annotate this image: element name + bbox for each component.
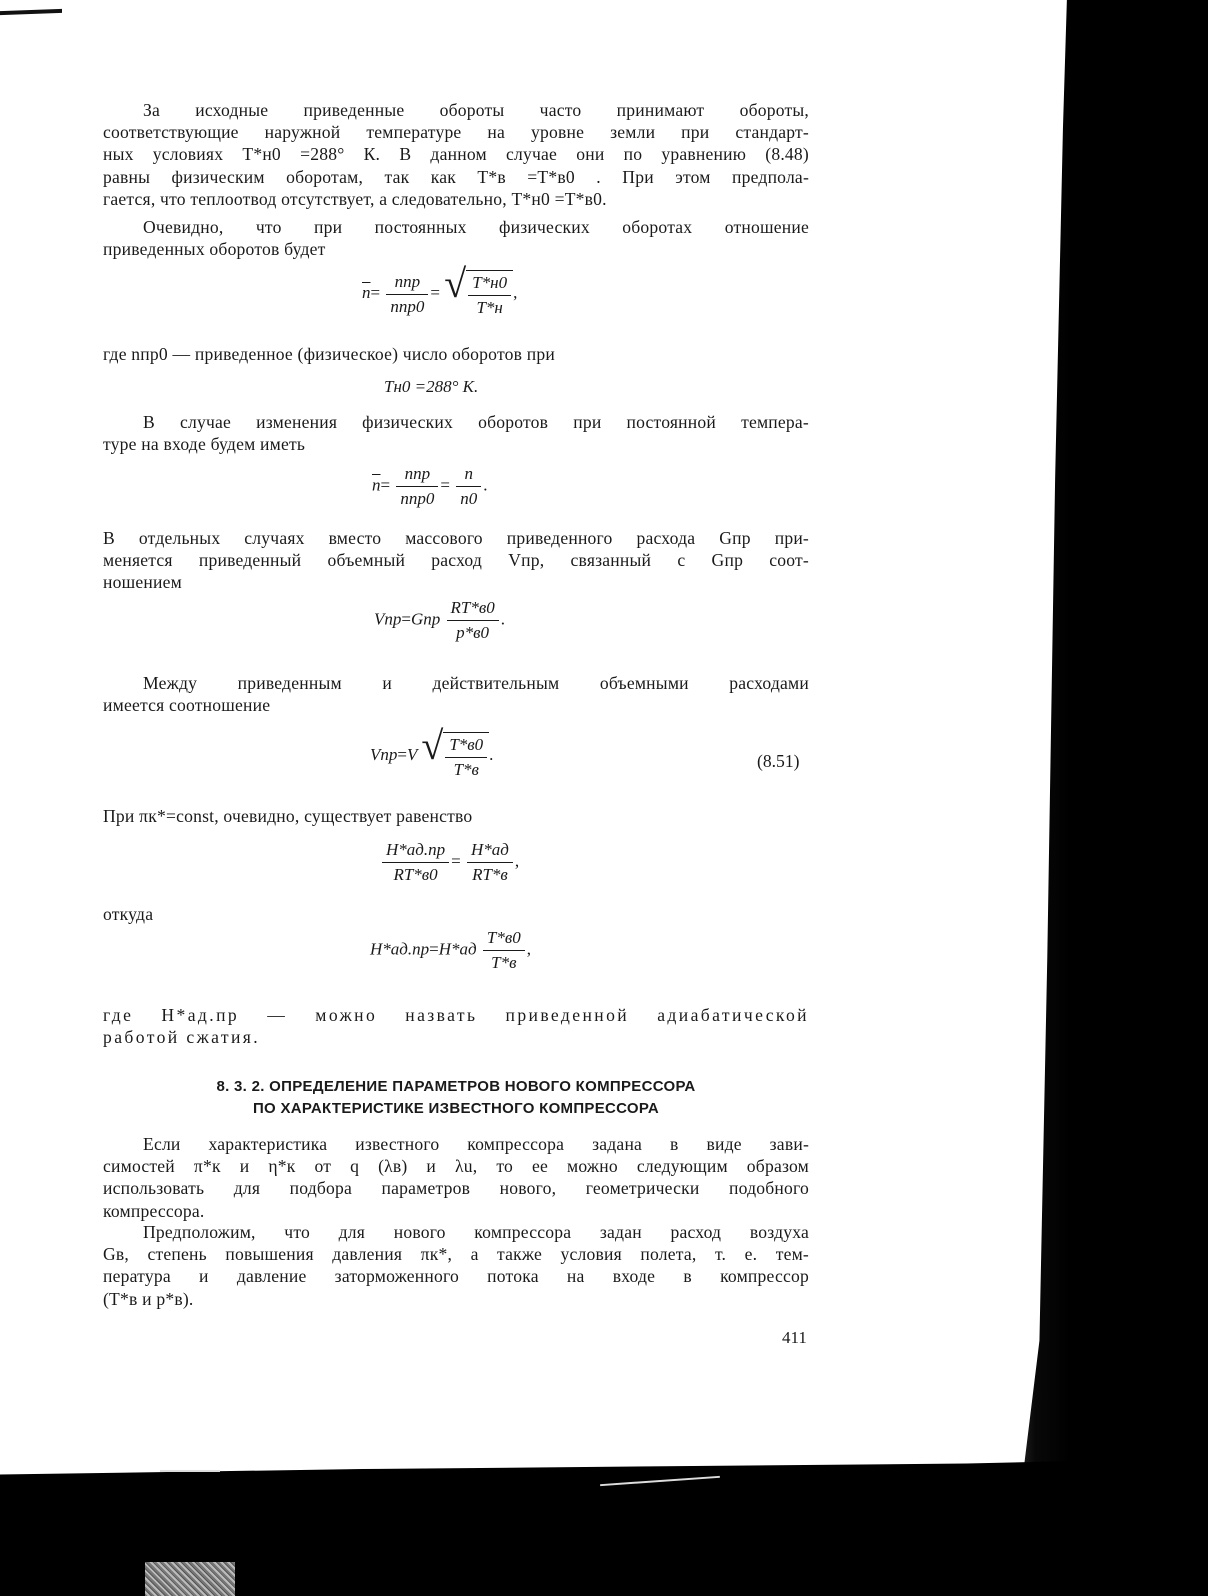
paragraph-4 (103, 411, 809, 455)
fraction-denominator: nпр0 (400, 489, 435, 508)
fraction-denominator: RT*в0 (393, 865, 438, 884)
text-line: В отдельных случаях вместо массового приведенного расхода Gпр при- (103, 528, 809, 548)
page-number: 411 (782, 1328, 807, 1347)
formula-v-pr: Vпр=Gпр $\frac{RT*в0}{p*в0}$ . (374, 598, 505, 642)
paragraph-11 (103, 1221, 809, 1310)
text-line: симостей π*к и η*к от q (λв) и λu, то ее можно следующим образом (103, 1156, 809, 1177)
formula-tn0 (384, 377, 478, 397)
scan-noise-patch (145, 1562, 235, 1596)
formula-tail: . (483, 475, 488, 495)
fraction-numerator: nпр (386, 272, 428, 295)
text-line: где H*ад.пр — можно назвать приведенной адиабатической (103, 1005, 809, 1025)
text-line: меняется приведенный объемный расход Vпр, связанный с Gпр соот- (103, 550, 809, 571)
fraction (467, 840, 513, 885)
text-line: Предположим, что для нового компрессора задан расход воздуха (143, 1222, 809, 1242)
paragraph-8 (103, 903, 809, 925)
paragraph-5 (103, 527, 809, 594)
paragraph-7 (103, 805, 809, 827)
fraction-denominator: p*в0 (456, 623, 490, 642)
fraction-numerator: T*в0 (445, 735, 487, 758)
formula-tail: , (514, 851, 520, 871)
text-line: При πк*=const, очевидно, существует равенство (103, 806, 473, 826)
text-line: ных условиях T*н0 =288° К. В данном случае они по уравнению (8.48) (103, 144, 809, 165)
formula-n-ratio: $\overline{n}=$ $\frac{\text{nпр}}{\text{nпр0}}$ = $\frac{n}{n0}$ . (372, 464, 488, 508)
formula-mid: Gпр (410, 609, 441, 629)
formula-lhs: $\overline{n}$ (362, 282, 371, 302)
text-line: равны физическим оборотам, так как T*в =T*в0 . При этом предпола- (103, 166, 809, 187)
text-line: соответствующие наружной температуре на уровне земли при стандарт- (103, 122, 809, 143)
fraction (483, 928, 525, 973)
formula-h-ad-ratio: $\frac{H*ад.пр}{RT*в0}$ = $\frac{H*ад}{RT*в}$ , (380, 840, 519, 885)
fraction (447, 598, 499, 643)
text-line: пература и давление заторможенного потока на входе в компрессор (103, 1266, 809, 1287)
text-line: ношением (103, 572, 182, 593)
formula-mid: V (406, 744, 418, 764)
scan-corner-mark (0, 9, 62, 15)
fraction-denominator: nпр0 (390, 296, 425, 316)
square-root (444, 261, 513, 318)
fraction-denominator: T*н (476, 298, 503, 317)
formula-lhs: Vпр (374, 609, 402, 629)
fraction-numerator: n (456, 464, 481, 487)
fraction-numerator: T*н0 (468, 273, 511, 296)
text-line: гается, что теплоотвод отсутствует, а следовательно, T*н0 =T*в0. (103, 188, 607, 209)
fraction-numerator: H*ад (467, 840, 513, 863)
paragraph-6 (103, 672, 809, 716)
paragraph-9 (103, 1004, 809, 1048)
formula-lhs: $\overline{n}$ (372, 475, 381, 495)
fraction-denominator: RT*в (472, 865, 508, 884)
scan-right-shadow (1012, 0, 1208, 1596)
paragraph-2 (103, 216, 809, 260)
formula-n-ratio-sqrt: $\overline{n}=$ $\frac{\text{nпр}}{\text{nпр0}}$ = √ $\frac{T*н0}{T*н}$ , (362, 261, 518, 317)
text-line: В случае изменения физических оборотов при постоянной темпера- (143, 412, 809, 432)
text-line: туре на входе будем иметь (103, 434, 306, 455)
fraction (382, 840, 449, 885)
formula-mid: H*ад (438, 939, 477, 959)
paragraph-1 (103, 99, 809, 210)
formula-8-51: Vпр=V √ $\frac{T*в0}{T*в}$ . (370, 723, 494, 779)
section-heading (103, 1076, 809, 1120)
radical-sign: √ (421, 723, 444, 768)
text-line: компрессора. (103, 1200, 205, 1221)
text-line: Gв, степень повышения давления πк*, а также условия полета, т. е. тем- (103, 1244, 809, 1265)
paragraph-3 (103, 343, 809, 365)
formula-h-ad-pr: H*ад.пр=H*ад $\frac{T*в0}{T*в}$ , (370, 928, 531, 972)
text-line: имеется соотношение (103, 695, 271, 716)
text-line: откуда (103, 904, 154, 924)
text-line: приведенных оборотов будет (103, 239, 326, 260)
text-line: использовать для подбора параметров нового, геометрически подобного (103, 1178, 809, 1199)
formula-tail: , (526, 939, 531, 959)
fraction-denominator: T*в (453, 760, 479, 779)
formula-eq: = (370, 282, 381, 302)
fraction (386, 272, 428, 317)
formula-tail: , (513, 282, 518, 302)
fraction (396, 464, 438, 509)
equation-number: (8.51) (757, 751, 800, 771)
formula-lhs: H*ад.пр (370, 939, 430, 959)
text-line: Очевидно, что при постоянных физических оборотах отношение (143, 217, 809, 237)
fraction-denominator: n0 (460, 489, 478, 508)
text-line: За исходные приведенные обороты часто принимают обороты, (143, 100, 809, 120)
formula-lhs: Vпр (370, 744, 398, 764)
text-line: работой сжатия. (103, 1027, 261, 1048)
heading-line: ПО ХАРАКТЕРИСТИКЕ ИЗВЕСТНОГО КОМПРЕССОРА (252, 1100, 660, 1117)
heading-line: 8. 3. 2. ОПРЕДЕЛЕНИЕ ПАРАМЕТРОВ НОВОГО КОМПРЕССОРА (216, 1078, 696, 1095)
fraction (456, 464, 481, 509)
formula-tail: . (500, 609, 505, 629)
formula-text: Tн0 =288° К. (384, 377, 479, 396)
fraction-numerator: T*в0 (483, 928, 525, 951)
fraction-numerator: RT*в0 (447, 598, 499, 621)
text-line: где nпр0 — приведенное (физическое) число оборотов при (103, 344, 555, 364)
text-line: (T*в и p*в). (103, 1288, 194, 1309)
fraction-numerator: nпр (396, 464, 438, 487)
fraction-denominator: T*в (491, 953, 517, 972)
scan-scratch (160, 1470, 220, 1472)
fraction-numerator: H*ад.пр (382, 840, 449, 863)
formula-tail: . (489, 744, 494, 764)
text-line: Если характеристика известного компрессора задана в виде зави- (143, 1134, 809, 1154)
text-line: Между приведенным и действительным объемными расходами (143, 673, 809, 693)
radical-sign: √ (444, 261, 467, 306)
paragraph-10 (103, 1133, 809, 1222)
